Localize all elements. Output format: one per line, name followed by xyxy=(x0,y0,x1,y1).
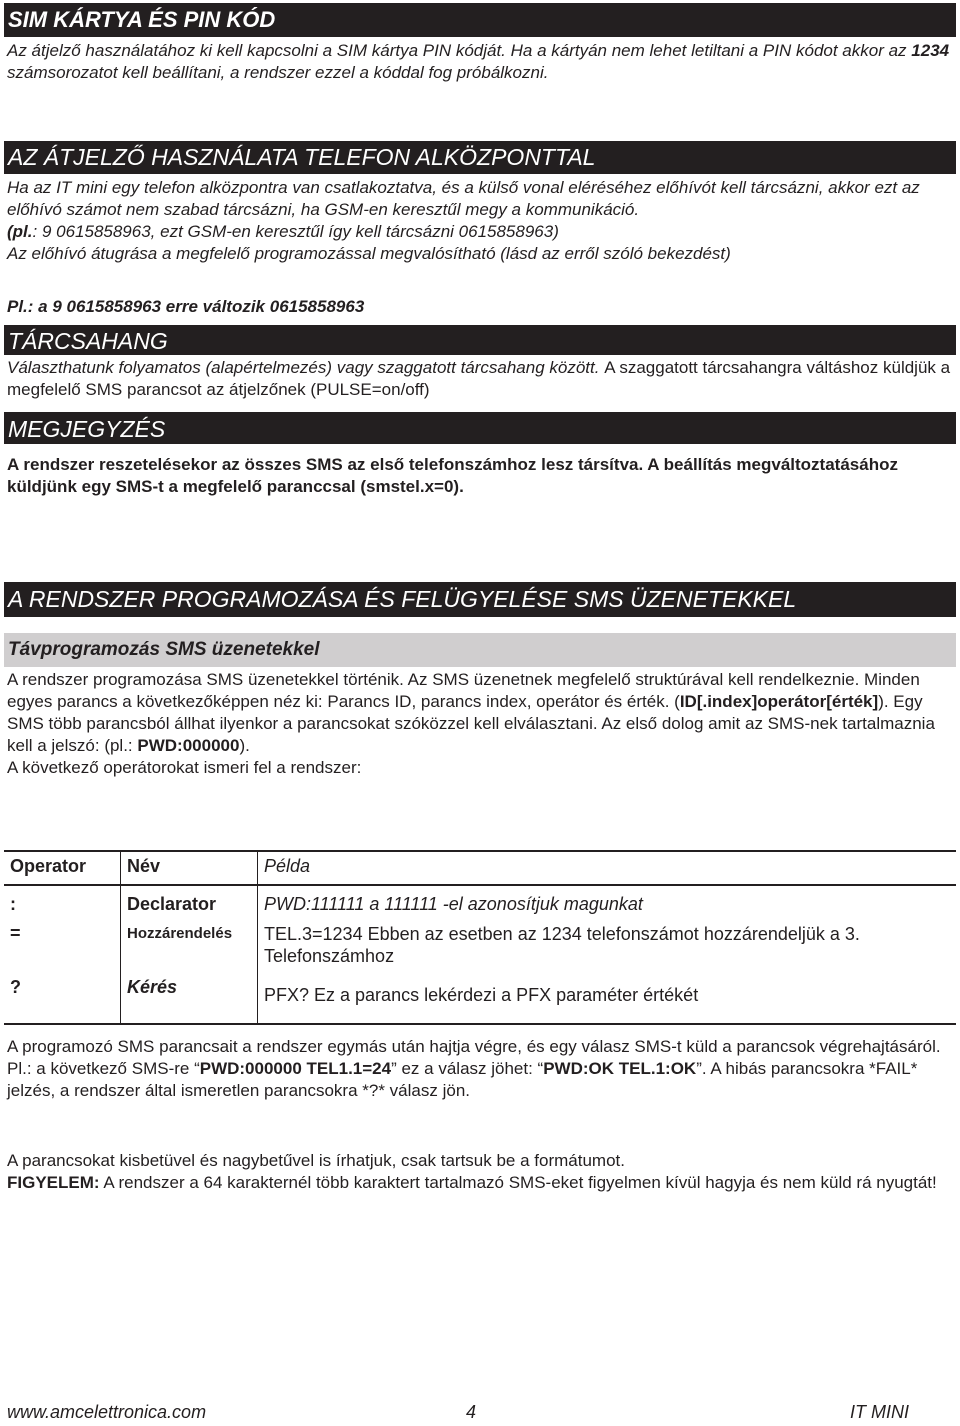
table-row xyxy=(4,971,956,1024)
response-paragraph: A programozó SMS parancsait a rendszer egymás után hajtja végre, és egy válasz SMS-t küld a parancsok végrehajtásáról. Pl.: a következő SMS-re “PWD:000000 TEL1.1=24” ez a válasz jöhet: “PWD:OK TEL.1:OK”. A hibás parancsokra *FAIL* jelzés, a rendszer által ismeretlen parancsokra *?* válasz jön. xyxy=(7,1037,941,1100)
section-header-sim: SIM KÁRTYA ÉS PIN KÓD xyxy=(4,3,956,37)
row-name: Kérés xyxy=(121,971,258,1024)
footer-page-number: 4 xyxy=(466,1402,477,1422)
row-operator: : xyxy=(4,885,121,917)
footer-website: www.amcelettronica.com xyxy=(7,1402,207,1422)
section-header-pbx: AZ ÁTJELZŐ HASZNÁLATA TELEFON ALKÖZPONTTAL xyxy=(4,141,956,174)
section-header-note: MEGJEGYZÉS xyxy=(4,412,956,444)
row-example: TEL.3=1234 Ebben az esetben az 1234 telefonszámot hozzárendeljük a 3. Telefonszámhoz xyxy=(264,924,860,966)
section-header-tone: TÁRCSAHANG xyxy=(4,325,956,355)
row-operator: = xyxy=(4,917,121,971)
row-name: Declarator xyxy=(121,885,258,917)
tone-paragraph: Választhatunk folyamatos (alapértelmezés) vagy szaggatott tárcsahang között. A szaggatott tárcsahangra váltáshoz küldjük a megfelelő SMS parancsot az átjelzőnek (PULSE=on/off) xyxy=(7,358,951,399)
sim-paragraph: Az átjelző használatához ki kell kapcsolni a SIM kártya PIN kódját. Ha a kártyán nem lehet letiltani a PIN kódot akkor az 1234 számsorozatot kell beállítani, a rendszer ezzel a kóddal fog próbálkozni. xyxy=(7,41,950,82)
header-operator: Operator xyxy=(4,851,121,885)
pbx-paragraph: Ha az IT mini egy telefon alközpontra van csatlakoztatva, és a külső vonal eléréséhez előhívót kell tárcsázni, akkor ezt az előhívó számot nem szabad tárcsázni, ha GSM-en keresztűl megy a kommunikáció. (pl.: 9 0615858963, ezt GSM-en keresztűl így kell tárcsázni 0615858963) Az előhívó átugrása a megfelelő programozással megvalósítható (lásd az erről szóló bekezdést) xyxy=(7,178,920,263)
table-row xyxy=(4,885,956,917)
subsection-header-sms: Távprogramozás SMS üzenetekkel xyxy=(4,633,956,667)
row-example: PWD:111111 a 111111 -el azonosítjuk magunkat xyxy=(264,894,643,914)
header-name: Név xyxy=(121,851,258,885)
section-header-sms: A RENDSZER PROGRAMOZÁSA ÉS FELÜGYELÉSE SMS ÜZENETEKKEL xyxy=(4,582,956,617)
row-example: PFX? Ez a parancs lekérdezi a PFX paraméter értékét xyxy=(258,971,957,1024)
operator-table xyxy=(4,850,956,1025)
sms-paragraph: A rendszer programozása SMS üzenetekkel történik. Az SMS üzenetnek megfelelő struktúrával kell rendelkeznie. Minden egyes parancs a következőképpen néz ki: Parancs ID, parancs index, operátor és érték. (ID[.index]operátor[érték]). Egy SMS több parancsból állhat ilyenkor a parancsokat szóközzel kell elválasztani. Az első dolog amit az SMS-nek tartalmaznia kell a jelszó: (pl.: PWD:000000). A következő operátorokat ismeri fel a rendszer: xyxy=(7,670,935,777)
pbx-example: Pl.: a 9 0615858963 erre változik 0615858963 xyxy=(7,297,365,316)
footer-product: IT MINI xyxy=(850,1402,909,1422)
note-paragraph: A rendszer reszetelésekor az összes SMS az első telefonszámhoz lesz társítva. A beállítás megváltoztatásához küldjünk egy SMS-t a megfelelő paranccsal (smstel.x=0). xyxy=(7,455,898,496)
table-header-row xyxy=(4,851,956,885)
format-paragraph: A parancsokat kisbetüvel és nagybetűvel is írhatjuk, csak tartsuk be a formátumot. FIGYELEM: A rendszer a 64 karakternél több karaktert tartalmazó SMS-eket figyelmen kívül hagyja és nem küld rá nyugtát! xyxy=(7,1151,937,1192)
row-name: Hozzárendelés xyxy=(121,917,258,971)
row-operator: ? xyxy=(4,971,121,1024)
table-row xyxy=(4,917,956,971)
header-example: Példa xyxy=(258,851,957,885)
